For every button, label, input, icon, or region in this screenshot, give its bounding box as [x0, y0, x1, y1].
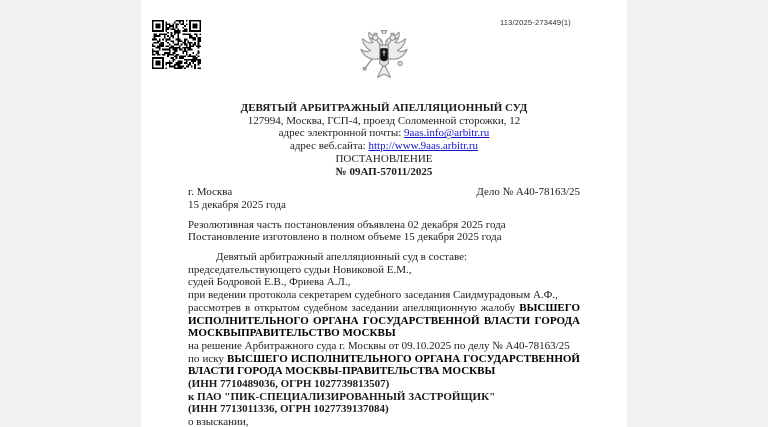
defendant-ids: (ИНН 7713011336, ОГРН 1027739137084) — [188, 403, 389, 416]
eagle-crown-left — [374, 33, 377, 35]
email-label: адрес электронной почты: — [278, 127, 405, 140]
case-number: Дело № А40-78163/25 — [476, 186, 580, 199]
appeal-line-1 — [188, 302, 580, 315]
document-ref-number: 113/2025-273449(1) — [499, 18, 571, 27]
coat-of-arms-emblem — [357, 30, 411, 86]
appeal-line-3 — [188, 327, 580, 340]
document-header — [188, 102, 580, 178]
claim-line-1 — [188, 353, 580, 366]
eagle-orb — [398, 61, 402, 65]
appealed-decision-ref: на решение Арбитражного суда г. Москвы от 09.10.2025 по делу № А40-78163/25 — [188, 339, 570, 352]
qr-code — [152, 20, 201, 69]
website-link[interactable]: http://www.9aas.arbitr.ru — [368, 140, 479, 153]
plaintiff-name-part-1: ВЫСШЕГО ИСПОЛНИТЕЛЬНОГО ОРГАНА ГОСУДАРСТВЕННОЙ — [227, 352, 580, 365]
appeal-line-2 — [188, 315, 580, 328]
document-page — [141, 0, 627, 427]
city: г. Москва — [188, 186, 233, 199]
presiding-judge: председательствующего судьи Новиковой Е.М., — [188, 263, 412, 276]
claim-prefix: по иску — [188, 352, 224, 365]
website-label: адрес веб.сайта: — [289, 140, 369, 153]
doc-number: № 09АП-57011/2025 — [335, 165, 433, 178]
eagle-crown-right — [391, 33, 394, 35]
panel-intro: Девятый арбитражный апелляционный суд в составе: — [216, 251, 468, 264]
doc-type-title: ПОСТАНОВЛЕНИЕ — [335, 152, 433, 165]
decision-date: 15 декабря 2025 года — [188, 198, 286, 211]
court-name: ДЕВЯТЫЙ АРБИТРАЖНЫЙ АПЕЛЛЯЦИОННЫЙ СУД — [240, 102, 528, 114]
appellant-name-part-3: МОСКВЫПРАВИТЕЛЬСТВО МОСКВЫ — [188, 327, 396, 340]
eagle-right-wing — [386, 32, 407, 59]
defendant-name: к ПАО "ПИК-СПЕЦИАЛИЗИРОВАННЫЙ ЗАСТРОЙЩИК" — [188, 390, 496, 403]
claim-subject: о взыскании, — [188, 416, 249, 427]
court-address: 127994, Москва, ГСП-4, проезд Соломенной сторожки, 12 — [247, 114, 521, 127]
website-line — [188, 140, 580, 153]
appellant-name-part-2: ИСПОЛНИТЕЛЬНОГО ОРГАНА ГОСУДАРСТВЕННОЙ ВЛАСТИ ГОРОДА — [188, 314, 580, 327]
claim-line-2 — [188, 365, 580, 378]
email-line — [188, 127, 580, 140]
resolution-announced-line: Резолютивная часть постановления объявлена 02 декабря 2025 года — [188, 218, 506, 231]
city-case-row — [188, 186, 580, 199]
plaintiff-name-part-2: ВЛАСТИ ГОРОДА МОСКВЫ-ПРАВИТЕЛЬСТВА МОСКВЫ — [188, 365, 496, 378]
appeal-line-1-text: рассмотрев в открытом судебном заседании апелляционную жалобу — [188, 301, 516, 314]
panel-judges: судей Бодровой Е.В., Фриева А.Л., — [188, 276, 351, 289]
email-link[interactable]: 9aas.info@arbitr.ru — [404, 127, 490, 140]
eagle-shield — [380, 48, 388, 61]
plaintiff-ids: (ИНН 7710489036, ОГРН 1027739813507) — [188, 378, 390, 391]
eagle-left-wing — [361, 32, 382, 59]
resolution-full-line: Постановление изготовлено в полном объеме 15 декабря 2025 года — [188, 231, 502, 244]
session-secretary: при ведении протокола секретарем судебного заседания Саидмурадовым А.Ф., — [188, 289, 558, 302]
eagle-crown-center — [381, 31, 386, 34]
appellant-name-part-1: ВЫСШЕГО — [519, 301, 580, 314]
